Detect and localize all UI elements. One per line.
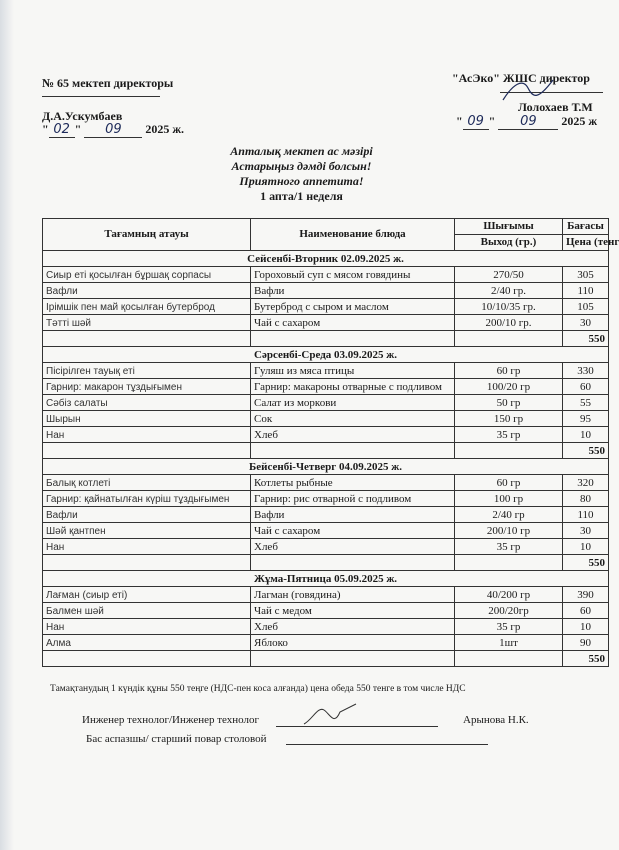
title-line-wish-kz: Астарыңыз дәмді болсын! — [231, 159, 372, 173]
total-row — [43, 443, 609, 459]
dish-price: 330 — [563, 363, 609, 379]
dish-kz: Гарнир: қайнатылған күріш тұздығымен — [43, 491, 251, 507]
cook-signature-line — [286, 744, 488, 745]
dish-kz: Нан — [43, 539, 251, 555]
title-week: 1 апта/1 неделя — [260, 189, 343, 203]
dish-output: 1шт — [455, 635, 563, 651]
dish-price: 80 — [563, 491, 609, 507]
dish-output: 35 гр — [455, 427, 563, 443]
day-row — [43, 251, 609, 267]
total-empty-cell — [455, 651, 563, 667]
dish-kz: Вафли — [43, 283, 251, 299]
dish-kz: Пісірілген тауық еті — [43, 363, 251, 379]
total-row — [43, 331, 609, 347]
day-title: Сейсенбі-Вторник 02.09.2025 ж. — [43, 251, 609, 267]
menu-title — [0, 144, 603, 204]
dish-output: 2/40 гр — [455, 507, 563, 523]
day-total: 550 — [563, 651, 609, 667]
dish-ru: Хлеб — [251, 539, 455, 555]
total-empty-cell — [43, 651, 251, 667]
dish-kz: Шәй қантпен — [43, 523, 251, 539]
dish-ru: Сок — [251, 411, 455, 427]
dish-kz: Лағман (сиыр еті) — [43, 587, 251, 603]
dish-ru: Чай с медом — [251, 603, 455, 619]
dish-price: 60 — [563, 379, 609, 395]
dish-row — [43, 507, 609, 523]
signature-line-left — [42, 96, 160, 97]
dish-ru: Хлеб — [251, 619, 455, 635]
dish-price: 110 — [563, 507, 609, 523]
dish-kz: Балмен шәй — [43, 603, 251, 619]
day-total: 550 — [563, 443, 609, 459]
day-row — [43, 571, 609, 587]
total-row — [43, 555, 609, 571]
dish-kz: Нан — [43, 619, 251, 635]
dish-kz: Гарнир: макарон тұздығымен — [43, 379, 251, 395]
total-row — [43, 651, 609, 667]
date-year-left: 2025 ж. — [145, 122, 185, 136]
dish-ru: Яблоко — [251, 635, 455, 651]
col-header-kz: Тағамның атауы — [43, 219, 251, 251]
dish-price: 10 — [563, 539, 609, 555]
total-empty-cell — [251, 443, 455, 459]
total-empty-cell — [455, 443, 563, 459]
col-header-output-bottom: Выход (гр.) — [455, 235, 563, 251]
dish-output: 100 гр — [455, 491, 563, 507]
total-empty-cell — [43, 555, 251, 571]
dish-output: 35 гр — [455, 539, 563, 555]
day-row — [43, 347, 609, 363]
dish-kz: Алма — [43, 635, 251, 651]
dish-ru: Гуляш из мяса птицы — [251, 363, 455, 379]
dish-row — [43, 283, 609, 299]
dish-kz: Сәбіз салаты — [43, 395, 251, 411]
dish-price: 60 — [563, 603, 609, 619]
col-header-output-top: Шығымы — [455, 219, 563, 235]
date-month-right: 09 — [498, 114, 558, 130]
dish-price: 10 — [563, 619, 609, 635]
date-day-left: 02 — [49, 122, 75, 138]
menu-table-body — [43, 251, 609, 667]
total-empty-cell — [43, 443, 251, 459]
day-title: Жұма-Пятница 05.09.2025 ж. — [43, 571, 609, 587]
dish-row — [43, 267, 609, 283]
dish-row — [43, 395, 609, 411]
dish-row — [43, 315, 609, 331]
dish-row — [43, 379, 609, 395]
dish-row — [43, 523, 609, 539]
dish-kz: Тәтті шәй — [43, 315, 251, 331]
date-day-right: 09 — [463, 114, 489, 130]
dish-output: 50 гр — [455, 395, 563, 411]
dish-ru: Чай с сахаром — [251, 315, 455, 331]
dish-kz: Нан — [43, 427, 251, 443]
dish-price: 305 — [563, 267, 609, 283]
dish-output: 10/10/35 гр. — [455, 299, 563, 315]
dish-kz: Ірімшік пен май қосылған бутерброд — [43, 299, 251, 315]
dish-price: 30 — [563, 523, 609, 539]
dish-price: 390 — [563, 587, 609, 603]
dish-kz: Сиыр еті қосылған бұршақ сорпасы — [43, 267, 251, 283]
dish-output: 60 гр — [455, 475, 563, 491]
dish-row — [43, 635, 609, 651]
dish-output: 200/20гр — [455, 603, 563, 619]
total-empty-cell — [251, 331, 455, 347]
day-total: 550 — [563, 331, 609, 347]
dish-ru: Салат из моркови — [251, 395, 455, 411]
day-title: Сәрсенбі-Среда 03.09.2025 ж. — [43, 347, 609, 363]
approval-left-name: Д.А.Ускумбаев — [42, 109, 123, 123]
menu-table — [42, 218, 619, 667]
day-title: Бейсенбі-Четверг 04.09.2025 ж. — [43, 459, 609, 475]
day-row — [43, 459, 609, 475]
approval-right-name: Лолохаев Т.М — [518, 100, 593, 114]
col-header-price-bottom: Цена (тенг — [563, 235, 609, 251]
total-empty-cell — [455, 555, 563, 571]
dish-price: 105 — [563, 299, 609, 315]
approval-left-date: " 02 " 09 2025 ж. — [42, 122, 185, 137]
approval-left-title: № 65 мектеп директоры — [42, 76, 174, 90]
dish-ru: Хлеб — [251, 427, 455, 443]
dish-ru: Вафли — [251, 507, 455, 523]
title-line-kz: Апталық мектеп ас мәзірі — [230, 144, 373, 158]
dish-ru: Гарнир: макароны отварные с подливом — [251, 379, 455, 395]
dish-row — [43, 427, 609, 443]
dish-output: 200/10 гр. — [455, 315, 563, 331]
col-header-price-top: Бағасы — [563, 219, 609, 235]
dish-kz: Балық котлеті — [43, 475, 251, 491]
dish-row — [43, 299, 609, 315]
dish-row — [43, 411, 609, 427]
price-note: Тамақтанудың 1 күндік құны 550 теңге (НДС-пен коса алғанда) цена обеда 550 тенге в том числе НДС — [50, 684, 466, 694]
date-month-left: 09 — [84, 122, 142, 138]
dish-row — [43, 539, 609, 555]
dish-ru: Котлеты рыбные — [251, 475, 455, 491]
dish-output: 60 гр — [455, 363, 563, 379]
dish-price: 110 — [563, 283, 609, 299]
day-total: 550 — [563, 555, 609, 571]
dish-kz: Вафли — [43, 507, 251, 523]
dish-row — [43, 475, 609, 491]
dish-ru: Вафли — [251, 283, 455, 299]
scan-edge — [0, 0, 14, 850]
dish-ru: Чай с сахаром — [251, 523, 455, 539]
total-empty-cell — [251, 651, 455, 667]
dish-row — [43, 587, 609, 603]
dish-price: 320 — [563, 475, 609, 491]
dish-ru: Бутерброд с сыром и маслом — [251, 299, 455, 315]
dish-ru: Гороховый суп с мясом говядины — [251, 267, 455, 283]
engineer-signature-scribble — [300, 700, 360, 728]
engineer-name: Арынова Н.К. — [463, 714, 529, 726]
col-header-ru: Наименование блюда — [251, 219, 455, 251]
dish-kz: Шырын — [43, 411, 251, 427]
title-line-wish-ru: Приятного аппетита! — [239, 174, 364, 188]
dish-output: 200/10 гр — [455, 523, 563, 539]
approval-right-title: "АсЭко" ЖШС директор — [452, 71, 590, 85]
dish-output: 270/50 — [455, 267, 563, 283]
dish-output: 150 гр — [455, 411, 563, 427]
dish-output: 100/20 гр — [455, 379, 563, 395]
dish-price: 55 — [563, 395, 609, 411]
dish-price: 30 — [563, 315, 609, 331]
date-year-right: 2025 ж — [561, 114, 598, 128]
dish-output: 2/40 гр. — [455, 283, 563, 299]
dish-price: 90 — [563, 635, 609, 651]
dish-output: 35 гр — [455, 619, 563, 635]
dish-output: 40/200 гр — [455, 587, 563, 603]
dish-price: 95 — [563, 411, 609, 427]
engineer-label: Инженер технолог/Инженер технолог — [82, 714, 260, 726]
dish-ru: Лагман (говядина) — [251, 587, 455, 603]
dish-row — [43, 363, 609, 379]
cook-label: Бас аспазшы/ старший повар столовой — [86, 733, 267, 745]
dish-price: 10 — [563, 427, 609, 443]
total-empty-cell — [455, 331, 563, 347]
dish-row — [43, 619, 609, 635]
dish-ru: Гарнир: рис отварной с подливом — [251, 491, 455, 507]
dish-row — [43, 603, 609, 619]
approval-right-date: " 09 " 09 2025 ж — [456, 114, 598, 129]
total-empty-cell — [251, 555, 455, 571]
total-empty-cell — [43, 331, 251, 347]
dish-row — [43, 491, 609, 507]
